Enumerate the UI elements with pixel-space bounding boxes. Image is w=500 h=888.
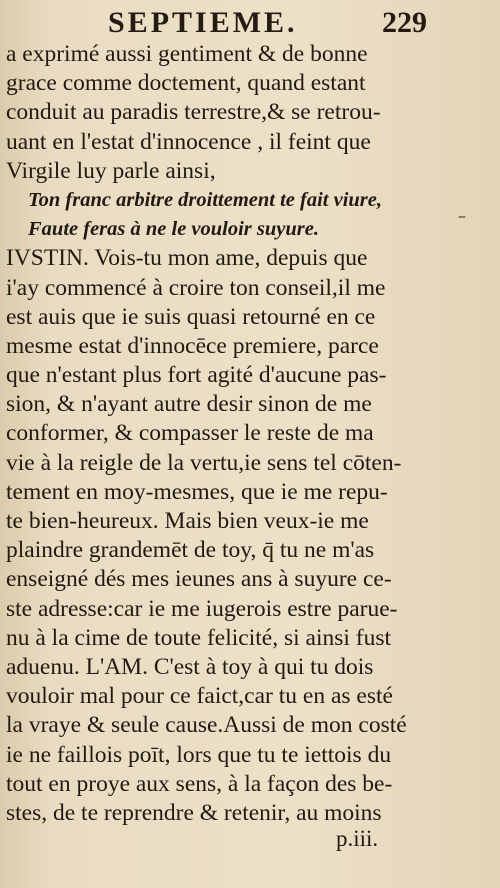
text-line: enseigné dés mes ieunes ans à suyure ce- <box>6 566 392 593</box>
text-line: uant en l'estat d'innocence , il feint que <box>6 128 371 155</box>
text-line: est auis que ie suis quasi retourné en ce <box>6 303 376 330</box>
text-line: IVSTIN. Vois-tu mon ame, depuis que <box>6 245 368 272</box>
text-line: i'ay commencé à croire ton conseil,il me <box>6 274 386 301</box>
text-line: mesme estat d'innocēce premiere, parce <box>6 332 379 359</box>
text-line: sion, & n'ayant autre desir sinon de me <box>6 391 372 418</box>
body-text <box>6 40 492 828</box>
signature-mark: p.iii. <box>336 826 379 851</box>
text-line: que n'estant plus fort agité d'aucune pas- <box>6 362 387 389</box>
text-line: ste adresse:car ie me iugerois estre parue- <box>6 595 398 622</box>
page-header <box>0 4 500 44</box>
page-footer <box>0 826 500 856</box>
verse-line: Ton franc arbitre droittement te fait viure, <box>28 188 383 211</box>
text-line: tement en moy-mesmes, que ie me repu- <box>6 478 388 505</box>
text-line: stes, de te reprendre & retenir, au moins <box>6 799 382 826</box>
text-line: vie à la reigle de la vertu,ie sens tel cōten- <box>6 449 402 476</box>
text-line: la vraye & seule cause.Aussi de mon costé <box>6 712 407 739</box>
text-line: te bien-heureux. Mais bien veux-ie me <box>6 508 369 534</box>
text-line: conformer, & compasser le reste de ma <box>6 420 374 447</box>
text-line: plaindre grandemēt de toy, q̄ tu ne m'as <box>6 537 375 564</box>
text-line: a exprimé aussi gentiment & de bonne <box>6 41 368 67</box>
running-title: SEPTIEME. <box>108 6 298 39</box>
text-line: Virgile luy parle ainsi, <box>6 157 216 184</box>
text-line: aduenu. L'AM. C'est à toy à qui tu dois <box>6 653 374 680</box>
text-line: grace comme doctement, quand estant <box>6 70 366 97</box>
text-line: tout en proye aux sens, à la façon des be- <box>6 770 393 797</box>
text-line: nu à la cime de toute felicité, si ainsi fust <box>6 624 392 651</box>
page-number: 229 <box>382 6 427 39</box>
margin-mark: – <box>458 206 466 225</box>
verse-line: Faute feras à ne le vouloir suyure. <box>28 218 319 241</box>
text-line: conduit au paradis terrestre,& se retrou- <box>6 99 381 126</box>
text-line: vouloir mal pour ce faict,car tu en as esté <box>6 683 393 710</box>
text-line: ie ne faillois poīt, lors que tu te iettois du <box>6 741 392 768</box>
